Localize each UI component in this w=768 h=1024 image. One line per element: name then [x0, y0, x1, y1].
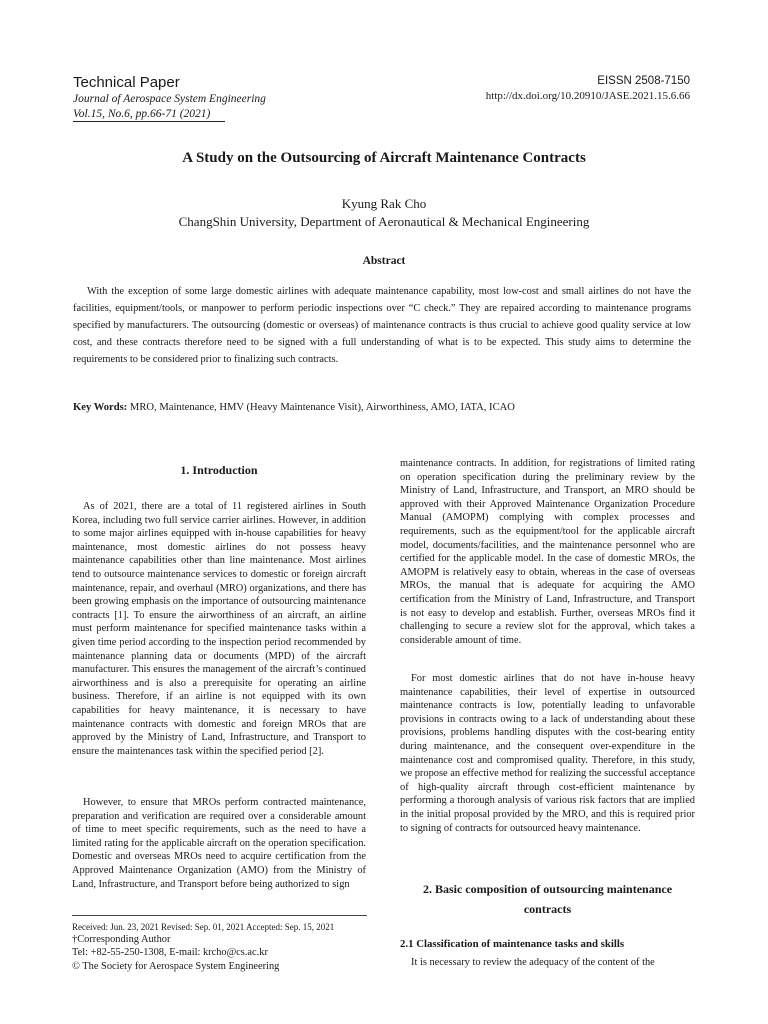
- footnote-rule: [72, 915, 367, 916]
- journal-header: [73, 74, 266, 122]
- corresponding-author: †Corresponding Author: [72, 934, 171, 945]
- copyright: © The Society for Aerospace System Engineering: [72, 961, 280, 972]
- contact-info: Tel: +82-55-250-1308, E-mail: krcho@cs.ac.kr: [72, 947, 268, 958]
- intro-paragraph-3: maintenance contracts. In addition, for registrations of limited rating on operation specification during the preliminary review by the Ministry of Land, Infrastructure, and Transport, an MRO should be approved with their Approved Maintenance Organization Procedure Manual (AMOPM) complying with complex processes and requirements, such as the equipment/tool for the applicable aircraft model, documents/facilities, and the maintenance personnel who are certified for the applicable model. In the case of domestic MROs, the AMOPM is relatively easy to obtain, whereas in the case of overseas MROs, the manual that is adequate for acquiring the AMO certification from the Ministry of Land, Infrastructure, and Transport is not easy to develop and establish. Further, overseas MROs find it challenging to secure a review slot for the approval, which takes a considerable amount of time.: [400, 458, 695, 646]
- header-rule: [73, 121, 225, 122]
- subsection-2-1-text: It is necessary to review the adequacy of the content of the: [411, 957, 655, 968]
- intro-paragraph-2: However, to ensure that MROs perform contracted maintenance, preparation and verification are required over a considerable amount of time to meet specific requirements, such as the need to have a limited rating for the applicable aircraft on the operation specification. Domestic and overseas MROs need to acquire certification from the Approved Maintenance Organization (AMO) from the Ministry of Land, Infrastructure, and Transport before being authorized to sign: [72, 797, 366, 890]
- intro-paragraph-4: For most domestic airlines that do not have in-house heavy maintenance capabilities, their level of expertise in outsourced maintenance contracts is low, potentially leading to unfavorable provisions in contracts owing to a lack of understanding about these provisions, problems handling disputes with the cost-bearing entity during maintenance, and the consequent over-expenditure in the maintenance cost and compromised quality. Therefore, in this study, we propose an effective method for realizing the successful acceptance of high-quality aircraft through cost-efficient maintenance by performing a thorough analysis of various risk factors that are implied in the initial proposal provided by the MRO, and this is required prior to signing of contracts for outsourced heavy maintenance.: [400, 673, 695, 834]
- author-name: Kyung Rak Cho: [341, 196, 427, 211]
- eissn: EISSN 2508-7150: [597, 75, 690, 87]
- journal-name: Journal of Aerospace System Engineering: [73, 93, 266, 105]
- paper-title: A Study on the Outsourcing of Aircraft Maintenance Contracts: [182, 150, 586, 166]
- subsection-2-1-heading: 2.1 Classification of maintenance tasks and skills: [400, 938, 625, 950]
- section-1-heading: 1. Introduction: [180, 463, 258, 477]
- paper-type: Technical Paper: [73, 74, 180, 91]
- section-2-heading-line2: contracts: [523, 902, 572, 916]
- received-dates: Received: Jun. 23, 2021 Revised: Sep. 01, 2021 Accepted: Sep. 15, 2021: [72, 922, 335, 932]
- section-2-heading-line1: 2. Basic composition of outsourcing maintenance: [422, 882, 673, 896]
- author-affiliation: ChangShin University, Department of Aeronautical & Mechanical Engineering: [178, 214, 590, 229]
- abstract-body: With the exception of some large domestic airlines with adequate maintenance capability, most low-cost and small airlines do not have the facilities, equipment/tools, or manpower to perform periodic inspections over “C check.” They are repaired according to maintenance programs specified by manufacturers. The outsourcing (domestic or overseas) of maintenance contracts is thus crucial to achieve good quality service at low cost, and these contracts therefore need to be signed with a full understanding of what is to be expected. This study aims to determine the requirements to be considered prior to finalizing such contracts.: [73, 286, 691, 365]
- volume-info: Vol.15, No.6, pp.66-71 (2021): [73, 108, 211, 120]
- keywords: [73, 402, 693, 413]
- abstract-heading: Abstract: [362, 255, 406, 267]
- section-2-heading: [400, 879, 695, 919]
- intro-paragraph-1: As of 2021, there are a total of 11 registered airlines in South Korea, including two full service carrier airlines. However, in addition to some major airlines equipped with in-house capabilities for heavy maintenance, most domestic airlines do not possess heavy maintenance capabilities other than line maintenance. Most airlines tend to outsource maintenance services to domestic or foreign aircraft maintenance, repair, and overhaul (MRO) organizations, and there has been growing emphasis on the importance of outsourcing maintenance contracts [1]. To ensure the airworthiness of an aircraft, an airline must perform maintenance for specified maintenance tasks within a given time period according to the inspection period recommended by maintenance planning data or documents (MPD) of the aircraft manufacturer. This ensures the management of the aircraft’s continued airworthiness and is also a prerequisite for operating an airline business. Therefore, if an airline is not equipped with its own capabilities for heavy maintenance, it is necessary to have maintenance contracts with domestic and foreign MROs that are approved by the Ministry of Land, Infrastructure, and Transport to ensure the maintenances task within the specified period [2].: [72, 501, 366, 757]
- keywords-label: Key Words:: [73, 402, 128, 413]
- keywords-text: MRO, Maintenance, HMV (Heavy Maintenance Visit), Airworthiness, AMO, IATA, ICAO: [129, 402, 515, 413]
- journal-identifiers: [486, 74, 690, 104]
- doi-link[interactable]: http://dx.doi.org/10.20910/JASE.2021.15.6.66: [485, 90, 690, 102]
